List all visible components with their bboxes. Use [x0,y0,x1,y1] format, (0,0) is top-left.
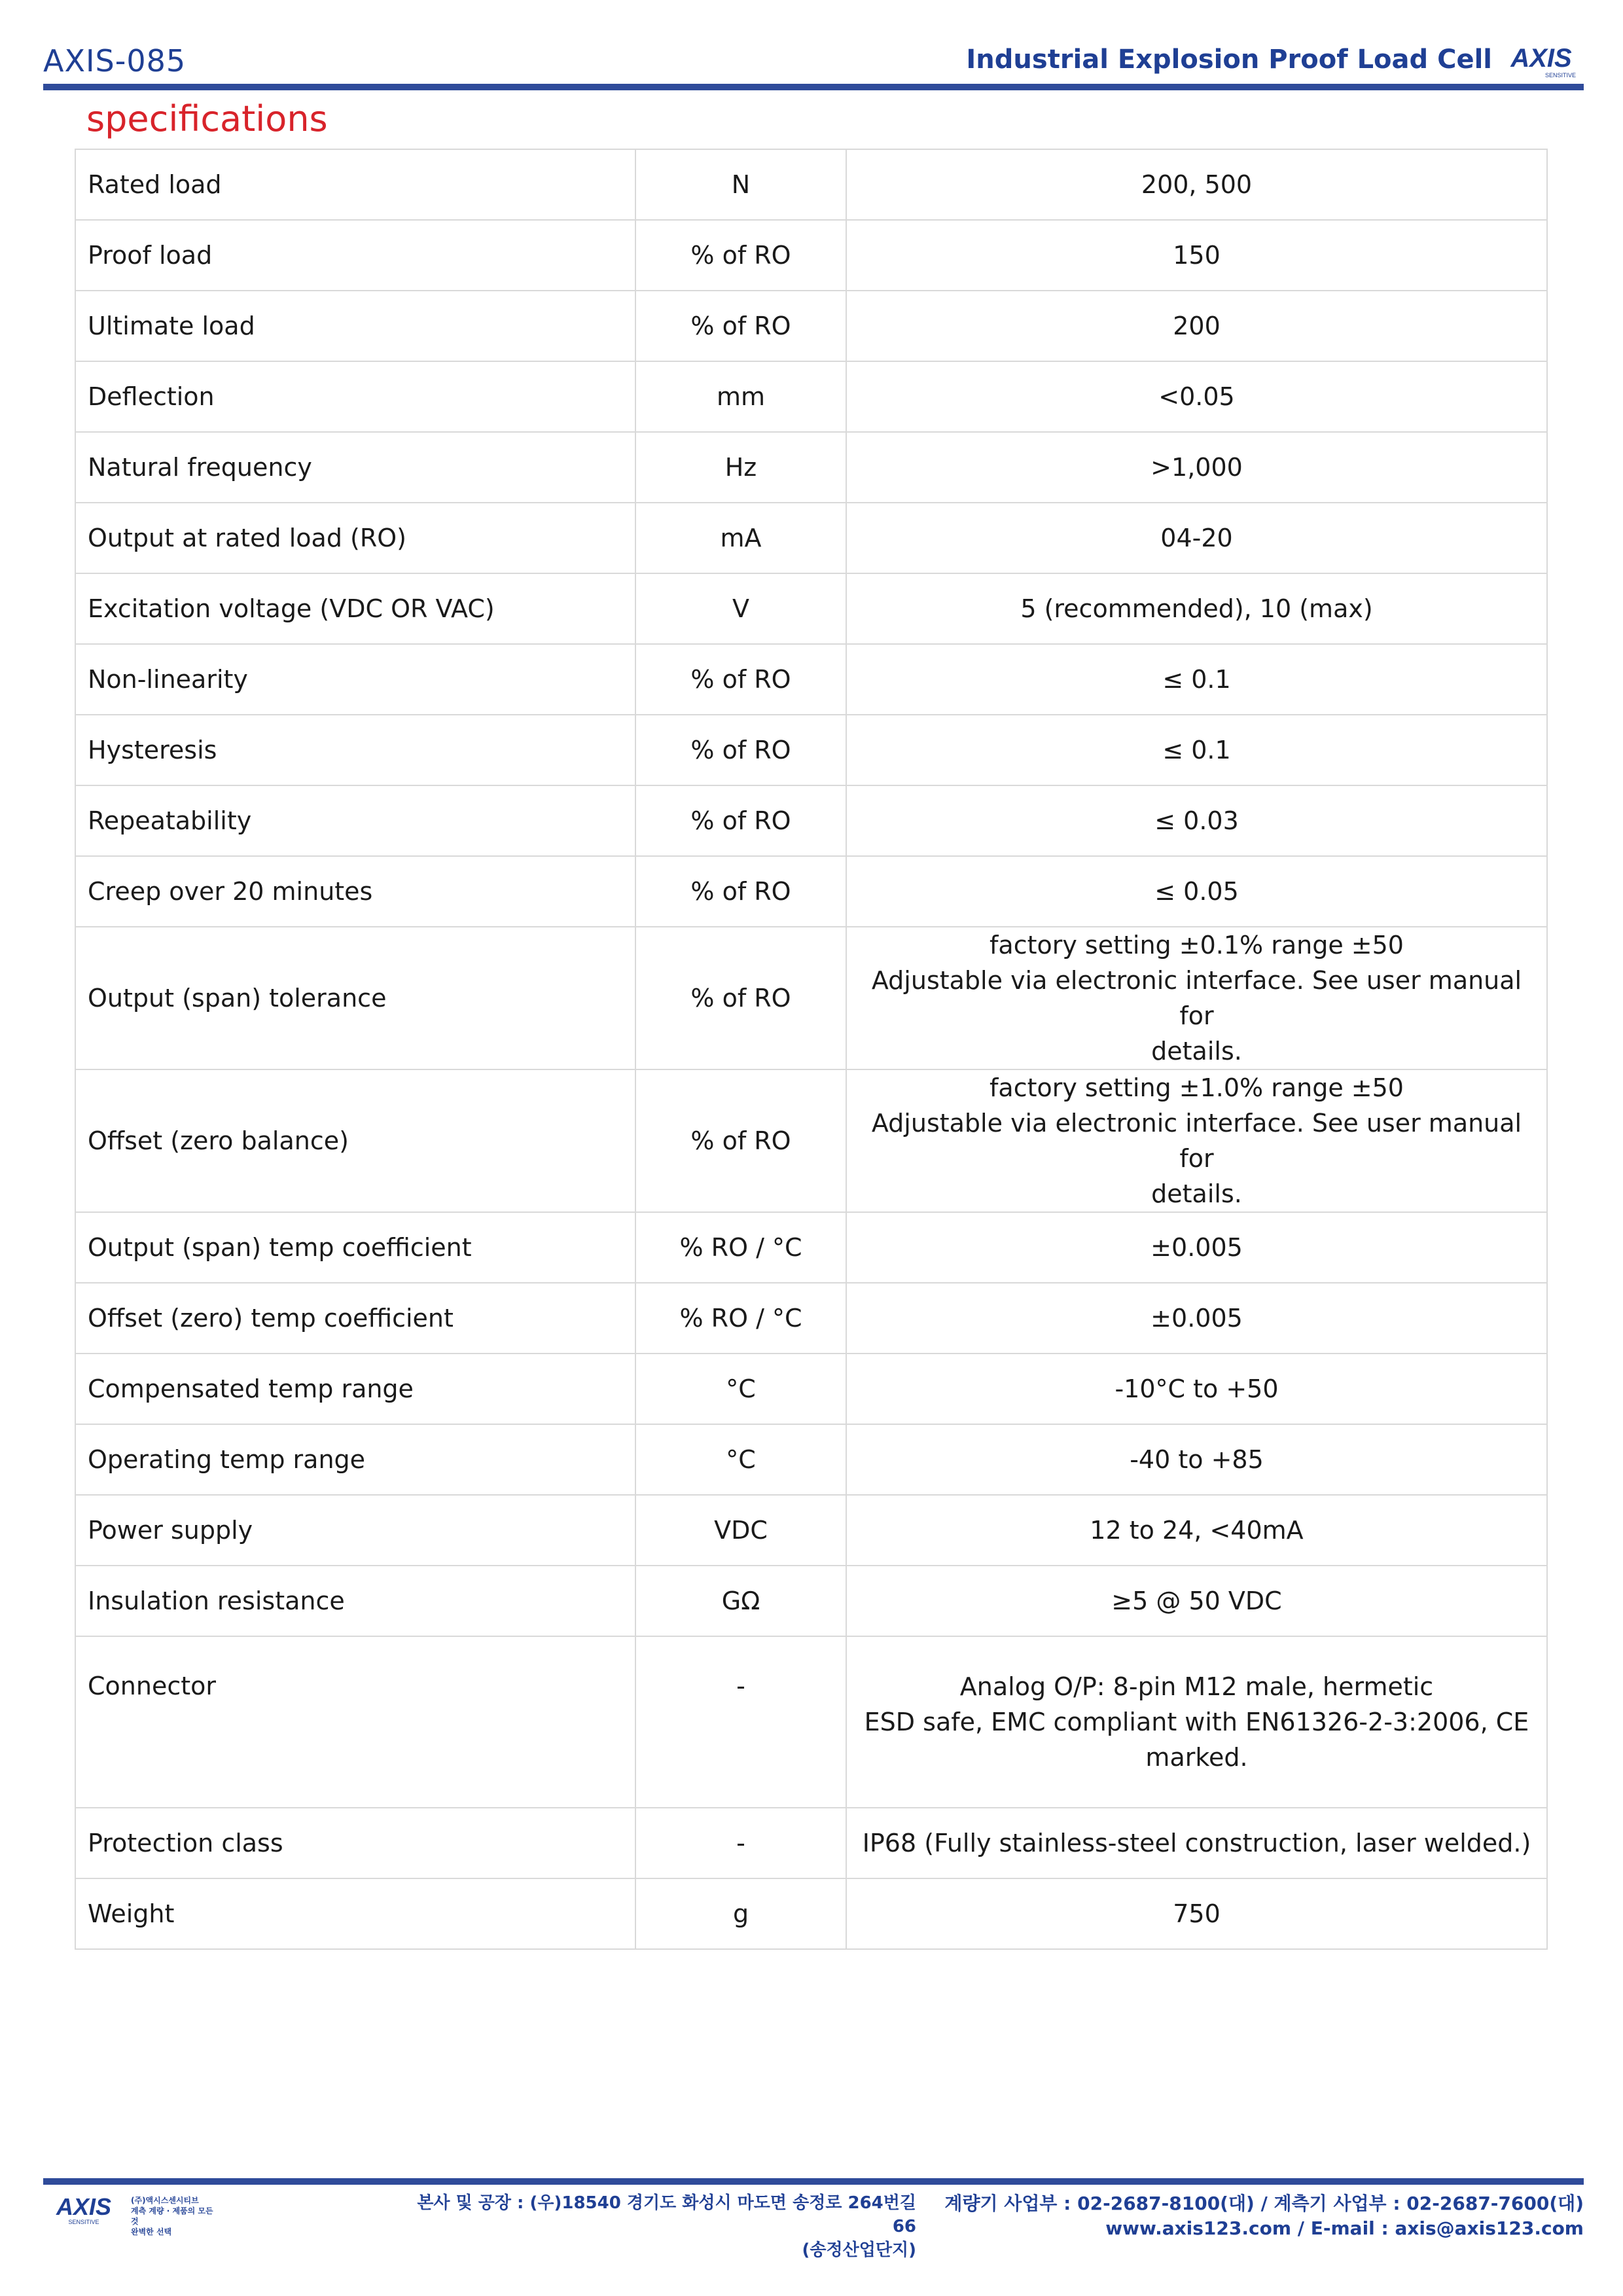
spec-value-line: IP68 (Fully stainless-steel construction, laser welded.) [862,1829,1531,1857]
spec-param: Proof load [75,220,635,291]
spec-param: Repeatability [75,785,635,856]
spec-unit: VDC [635,1495,846,1566]
spec-param: Weight [75,1878,635,1949]
spec-unit: - [635,1808,846,1878]
spec-row [75,149,1547,220]
doc-title: Industrial Explosion Proof Load Cell [966,45,1492,75]
spec-value [846,361,1547,432]
spec-value [846,1424,1547,1495]
spec-unit: % of RO [635,856,846,927]
spec-value [846,927,1547,1069]
spec-value [846,291,1547,361]
spec-param: Power supply [75,1495,635,1566]
spec-value-line: ≤ 0.05 [1154,877,1239,906]
contact-phones: 계량기 사업부 : 02-2687-8100(대) / 계측기 사업부 : 02-2687-7600(대) [944,2193,1584,2214]
spec-value-line: 150 [1173,241,1221,270]
footer-logo-sub: SENSITIVE [68,2219,99,2225]
footer-company-line: 계측 계량 · 제품의 모든 것 [131,2206,213,2226]
spec-value-line: 5 (recommended), 10 (max) [1020,594,1373,623]
spec-unit: - [635,1636,846,1808]
spec-row [75,1424,1547,1495]
spec-unit: g [635,1878,846,1949]
spec-param: Offset (zero balance) [75,1069,635,1212]
spec-value [846,220,1547,291]
spec-row [75,644,1547,715]
spec-value-line: Adjustable via electronic interface. See user manual for [871,1109,1522,1173]
spec-value-line: ≤ 0.1 [1162,665,1231,694]
spec-value-line: 750 [1173,1899,1221,1928]
footer-contact [944,2191,1584,2241]
spec-value [846,1069,1547,1212]
spec-row [75,856,1547,927]
spec-value-line: 200 [1173,312,1221,340]
spec-value [846,573,1547,644]
spec-value [846,1495,1547,1566]
spec-value-line: marked. [1145,1743,1248,1772]
spec-value [846,432,1547,503]
spec-row [75,715,1547,785]
spec-unit: % of RO [635,715,846,785]
spec-row [75,1808,1547,1878]
spec-param: Operating temp range [75,1424,635,1495]
spec-value [846,149,1547,220]
footer-company-line: 완벽한 선택 [131,2227,172,2236]
spec-param: Compensated temp range [75,1354,635,1424]
spec-unit: % of RO [635,644,846,715]
spec-unit: Hz [635,432,846,503]
spec-unit: % of RO [635,927,846,1069]
spec-param: Output at rated load (RO) [75,503,635,573]
footer-company-line: (주)액시스센시티브 [131,2196,199,2205]
spec-param: Protection class [75,1808,635,1878]
spec-value-line: 200, 500 [1141,170,1253,199]
spec-param: Output (span) temp coefficient [75,1212,635,1283]
spec-unit: % of RO [635,1069,846,1212]
spec-value-line: -40 to +85 [1130,1445,1264,1474]
spec-row [75,1354,1547,1424]
spec-param: Offset (zero) temp coefficient [75,1283,635,1354]
spec-value [846,1636,1547,1808]
axis-logo [1499,43,1584,80]
footer-axis-logo [43,2194,128,2227]
spec-unit: °C [635,1424,846,1495]
spec-param: Natural frequency [75,432,635,503]
spec-value [846,1283,1547,1354]
page-header [43,39,1584,90]
spec-value-line: <0.05 [1158,382,1235,411]
spec-value [846,644,1547,715]
spec-row [75,1283,1547,1354]
spec-unit: % RO / °C [635,1212,846,1283]
spec-row [75,573,1547,644]
spec-param: Connector [75,1636,635,1808]
spec-param: Output (span) tolerance [75,927,635,1069]
spec-param: Deflection [75,361,635,432]
spec-value-line: Analog O/P: 8-pin M12 male, hermetic [959,1672,1434,1701]
spec-value-line: details. [1151,1179,1242,1208]
spec-param: Ultimate load [75,291,635,361]
section-title: specifications [86,98,328,139]
spec-value [846,715,1547,785]
spec-value-line: 12 to 24, <40mA [1090,1516,1304,1545]
footer-logo-text: AXIS [56,2194,112,2220]
spec-value-line: factory setting ±0.1% range ±50 [990,931,1404,960]
spec-unit: mA [635,503,846,573]
spec-row [75,503,1547,573]
logo-text: AXIS [1510,44,1572,73]
spec-value [846,1566,1547,1636]
spec-param: Insulation resistance [75,1566,635,1636]
spec-param: Creep over 20 minutes [75,856,635,927]
specifications-table [75,149,1548,1950]
spec-row [75,1878,1547,1949]
spec-value-line: -10°C to +50 [1115,1374,1279,1403]
spec-value-line: >1,000 [1150,453,1243,482]
spec-param: Excitation voltage (VDC OR VAC) [75,573,635,644]
header-rule [43,84,1584,90]
spec-value [846,1212,1547,1283]
spec-value [846,785,1547,856]
spec-row [75,1495,1547,1566]
footer-company [131,2195,223,2237]
spec-value-line: ±0.005 [1150,1233,1243,1262]
logo-sub: SENSITIVE [1544,72,1576,79]
spec-value-line: ≤ 0.03 [1154,806,1239,835]
spec-unit: % of RO [635,220,846,291]
spec-row [75,1212,1547,1283]
spec-row [75,432,1547,503]
spec-row [75,1636,1547,1808]
spec-unit: V [635,573,846,644]
spec-value-line: factory setting ±1.0% range ±50 [990,1073,1404,1102]
address-line-2: (송정산업단지) [802,2240,916,2260]
spec-param: Rated load [75,149,635,220]
footer-rule [43,2178,1584,2185]
spec-row [75,1069,1547,1212]
spec-value-line: ≤ 0.1 [1162,736,1231,764]
spec-unit: GΩ [635,1566,846,1636]
spec-param: Hysteresis [75,715,635,785]
spec-unit: % of RO [635,291,846,361]
spec-row [75,785,1547,856]
spec-value-line: Adjustable via electronic interface. See user manual for [871,966,1522,1030]
spec-value [846,1878,1547,1949]
spec-unit: °C [635,1354,846,1424]
spec-param: Non-linearity [75,644,635,715]
spec-value-line: ±0.005 [1150,1304,1243,1333]
spec-value [846,1354,1547,1424]
footer-address [393,2191,916,2262]
address-line-1: 본사 및 공장 : (우)18540 경기도 화성시 마도면 송정로 264번길 66 [417,2193,916,2236]
spec-row [75,291,1547,361]
contact-web-email: www.axis123.com / E-mail : axis@axis123.com [1105,2217,1584,2239]
spec-row [75,927,1547,1069]
spec-value-line: ESD safe, EMC compliant with EN61326-2-3:2006, CE [864,1708,1529,1736]
spec-value [846,1808,1547,1878]
spec-unit: N [635,149,846,220]
spec-value [846,856,1547,927]
spec-row [75,220,1547,291]
doc-code: AXIS-085 [43,43,187,79]
spec-row [75,361,1547,432]
spec-value-line: ≥5 @ 50 VDC [1111,1587,1282,1615]
spec-unit: % RO / °C [635,1283,846,1354]
spec-unit: mm [635,361,846,432]
spec-value-line: 04-20 [1160,524,1233,552]
spec-row [75,1566,1547,1636]
spec-value [846,503,1547,573]
spec-unit: % of RO [635,785,846,856]
spec-value-line: details. [1151,1037,1242,1066]
